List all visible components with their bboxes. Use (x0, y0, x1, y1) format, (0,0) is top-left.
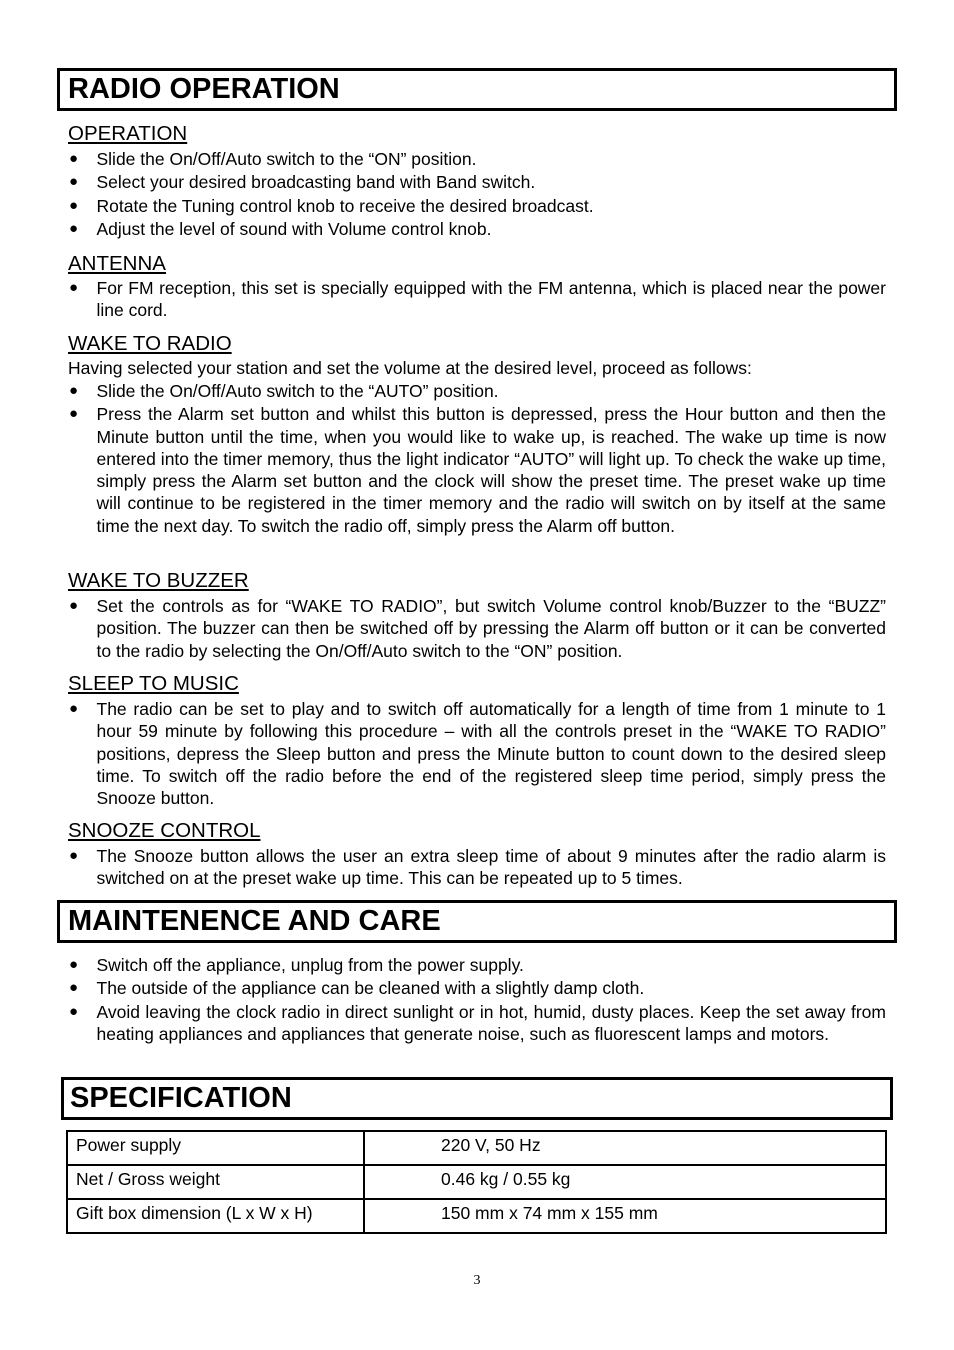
subheading-antenna: ANTENNA (68, 252, 166, 275)
table-row (67, 1199, 886, 1233)
section-title-text: MAINTENENCE AND CARE (68, 905, 441, 937)
list-item: ● The outside of the appliance can be cleaned with a slightly damp cloth. (69, 978, 645, 999)
list-item: ● Slide the On/Off/Auto switch to the “AUTO” position. (69, 381, 499, 401)
section-title-specification (61, 1077, 893, 1120)
antenna-list (68, 277, 886, 322)
maintenance-list (68, 954, 886, 1045)
section-title-text: RADIO OPERATION (68, 73, 340, 105)
section-title-text: SPECIFICATION (70, 1082, 292, 1114)
wake-to-radio-intro: Having selected your station and set the volume at the desired level, proceed as follows: (68, 358, 752, 378)
list-item: ● Avoid leaving the clock radio in direct sunlight or in hot, humid, dusty places. Keep the set away from heating appliances and appliances that generate noise, such as fluorescent lamps and motors. (69, 1001, 886, 1044)
wake-to-radio-list (68, 380, 886, 537)
list-item: ● Press the Alarm set button and whilst this button is depressed, press the Hour button and then the Minute button until the time, when you would like to wake up, is reached. The wake up time is now entered into the timer memory, thus the light indicator “AUTO” will light up. To check the wake up time, simply press the Alarm set button and the clock will show the preset time. The preset wake up time will continue to be registered in the timer memory and the radio will switch on by itself at the same time the next day. To switch the radio off, simply press the Alarm off button. (69, 404, 886, 536)
list-item: ● The radio can be set to play and to switch off automatically for a length of time from 1 minute to 1 hour 59 minute by following this procedure – with all the controls preset in the “WAKE TO RADIO” positions, depress the Sleep button and press the Minute button to count down to the desired sleep time. To switch off the radio before the end of the registered sleep time period, simply press the Snooze button. (69, 699, 886, 809)
subheading-wake-to-buzzer: WAKE TO BUZZER (68, 569, 249, 592)
spec-label: Net / Gross weight (67, 1165, 364, 1199)
sleep-to-music-list (68, 698, 886, 809)
spec-label: Gift box dimension (L x W x H) (67, 1199, 364, 1233)
spec-label: Power supply (67, 1131, 364, 1165)
list-item: ● For FM reception, this set is specially equipped with the FM antenna, which is placed near the power line cord. (69, 278, 886, 321)
subheading-wake-to-radio: WAKE TO RADIO (68, 332, 232, 355)
list-item: ● Adjust the level of sound with Volume control knob. (69, 218, 492, 239)
wake-to-buzzer-list (68, 595, 886, 662)
list-item: ● Rotate the Tuning control knob to receive the desired broadcast. (69, 195, 594, 216)
list-item: ● Set the controls as for “WAKE TO RADIO”, but switch Volume control knob/Buzzer to the “BUZZ” position. The buzzer can then be switched off by pressing the Alarm off button or it can be converted to the radio by selecting the On/Off/Auto switch to the “ON” position. (69, 596, 886, 661)
section-title-maintenance (57, 900, 897, 943)
section-title-radio-operation (57, 68, 897, 111)
page-number: 3 (473, 1273, 481, 1288)
subheading-sleep-to-music: SLEEP TO MUSIC (68, 672, 239, 695)
table-row (67, 1131, 886, 1165)
subheading-snooze-control: SNOOZE CONTROL (68, 819, 261, 842)
operation-list (68, 148, 886, 240)
subheading-operation: OPERATION (68, 122, 188, 145)
spec-value: 0.46 kg / 0.55 kg (364, 1165, 886, 1199)
list-item: ● The Snooze button allows the user an extra sleep time of about 9 minutes after the radio alarm is switched on at the preset wake up time. This can be repeated up to 5 times. (69, 846, 886, 889)
spec-value: 150 mm x 74 mm x 155 mm (364, 1199, 886, 1233)
spec-value: 220 V, 50 Hz (364, 1131, 886, 1165)
specification-table (66, 1130, 887, 1234)
list-item: ● Switch off the appliance, unplug from the power supply. (69, 955, 524, 975)
snooze-control-list (68, 845, 886, 890)
table-row (67, 1165, 886, 1199)
list-item: ● Slide the On/Off/Auto switch to the “ON” position. (69, 149, 477, 169)
list-item: ● Select your desired broadcasting band with Band switch. (69, 172, 536, 193)
